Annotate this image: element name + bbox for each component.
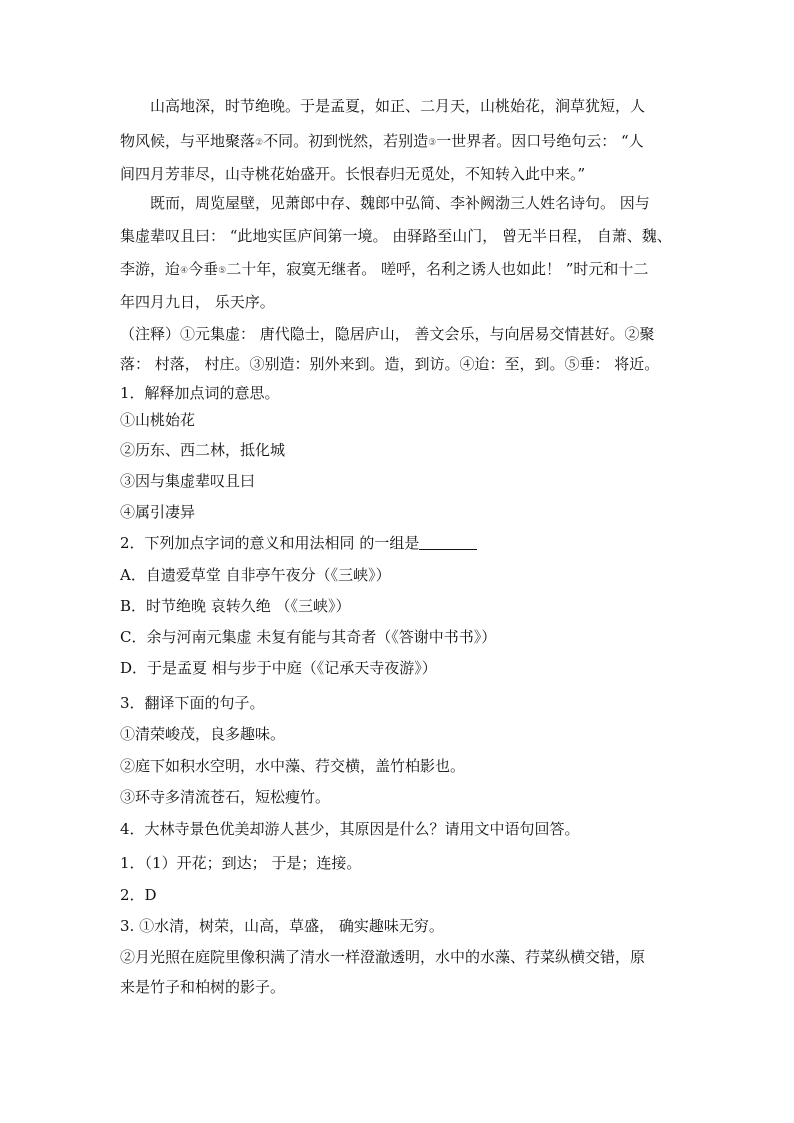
q2-option-a: A．自遗爱草堂 自非亭午夜分（《三峡》） [120, 566, 391, 584]
passage-line-7: 年四月九日， 乐天序。 [120, 293, 275, 311]
q3-item: ①清荣峻茂，良多趣味。 [120, 725, 286, 743]
answer-3-line-3: 来是竹子和柏树的影子。 [120, 978, 286, 996]
footnote-marker: ③ [428, 138, 437, 148]
q1-item: ③因与集虚辈叹且曰 [120, 472, 256, 490]
q2-stem: 2．下列加点字词的意义和用法相同 的一组是 [120, 533, 477, 553]
passage-line-6: 李游，迨④今垂⑤二十年，寂寞无继者。 嗟呼，名利之诱人也如此！ ”时元和十二 [120, 260, 649, 278]
q1-stem: 1．解释加点词的意思。 [120, 384, 280, 402]
q1-item: ①山桃始花 [120, 411, 196, 429]
q2-option-c: C．余与河南元集虚 未复有能与其奇者（《答谢中书书》） [120, 628, 497, 646]
footnote-marker: ⑤ [218, 266, 227, 276]
q3-item: ③环寺多清流苍石，短松瘦竹。 [120, 788, 331, 806]
passage-line-2: 物风候，与平地聚落②不同。初到恍然，若别造③一世界者。因口号绝句云： “人 [120, 132, 644, 150]
answer-2: 2．D [120, 886, 157, 904]
answer-1: 1．（1）开花；到达； 于是；连接。 [120, 854, 362, 872]
q1-item: ④属引凄异 [120, 503, 196, 521]
passage-line-1: 山高地深，时节绝晚。于是孟夏，如正、二月天，山桃始花，涧草犹短，人 [150, 97, 646, 115]
footnote-marker: ④ [180, 266, 189, 276]
q4-stem: 4．大林寺景色优美却游人甚少，其原因是什么？请用文中语句回答。 [120, 820, 580, 838]
notes-line-1: （注释）①元集虚： 唐代隐士，隐居庐山， 善文会乐，与向居易交情甚好。②聚 [120, 325, 655, 343]
q3-item: ②庭下如积水空明，水中藻、荇交横，盖竹柏影也。 [120, 757, 466, 775]
answer-blank [419, 535, 477, 550]
q3-stem: 3．翻译下面的句子。 [120, 694, 265, 712]
q2-option-b: B．时节绝晚 哀转久绝 （《三峡》） [120, 597, 351, 615]
passage-line-4: 既而，周览屋壁，见萧郎中存、魏郎中弘简、李补阙渤三人姓名诗句。 因与 [150, 194, 650, 212]
q1-item: ②历东、西二林，抵化城 [120, 441, 286, 459]
answer-3: 3. ①水清，树荣，山高，草盛， 确实趣味无穷。 [120, 917, 444, 935]
passage-line-5: 集虚辈叹且曰： “此地实匡庐间第一境。 由驿路至山门， 曾无半日程， 自萧、魏、 [120, 227, 672, 245]
q2-option-d: D．于是孟夏 相与步于中庭（《记承天寺夜游》） [120, 659, 437, 677]
answer-3-line-2: ②月光照在庭院里像积满了清水一样澄澈透明，水中的水藻、荇菜纵横交错，原 [120, 948, 646, 966]
passage-line-3: 间四月芳菲尽，山寺桃花始盛开。长恨春归无觅处，不知转入此中来。” [120, 165, 586, 183]
footnote-marker: ② [255, 138, 264, 148]
notes-line-2: 落： 村落， 村庄。③别造：别外来到。造，到访。④迨：至，到。⑤垂： 将近。 [120, 355, 660, 373]
